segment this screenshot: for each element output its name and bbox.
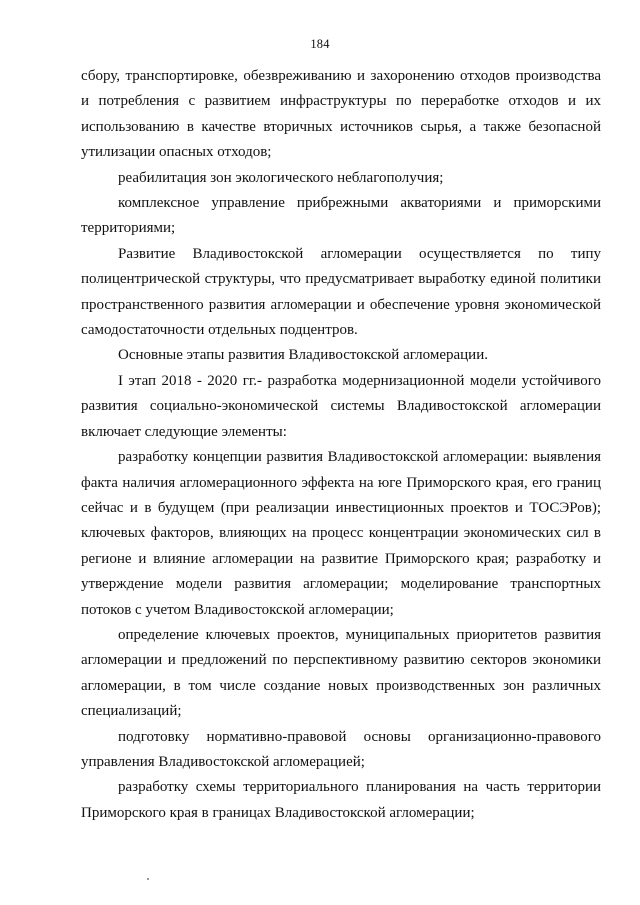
scan-speck [147, 878, 149, 880]
paragraph-waste-continuation: сбору, транспортировке, обезвреживанию и захоронению отходов производства и потребления с развитием инфраструктуры по переработке отходов и их использованию в качестве вторичных источников сырья, а также безопасной утилизации опасных отходов; [81, 68, 601, 161]
paragraph-coastal-management: комплексное управление прибрежными акваториями и приморскими территориями; [81, 195, 601, 237]
paragraph-concept-development: разработку концепции развития Владивостокской агломерации: выявления факта наличия агломерационного эффекта на юге Приморского края, его границ сейчас и в будущем (при реализации инвестиционных проектов и ТОСЭРов); ключевых факторов, влияющих на процесс концентрации экономических сил в регионе и влияние агломерации на развитие Приморского края; разработку и утверждение модели развития агломерации; моделирование транспортных потоков с учетом Владивостокской агломерации; [81, 449, 601, 618]
paragraph-stage-one: I этап 2018 - 2020 гг.- разработка модернизационной модели устойчивого развития социально-экономической системы Владивостокской агломерации включает следующие элементы: [81, 372, 601, 440]
paragraph-territorial-planning: разработку схемы территориального планирования на часть территории Приморского края в границах Владивостокской агломерации; [81, 779, 601, 821]
page-number: 184 [310, 37, 330, 51]
paragraph-key-projects: определение ключевых проектов, муниципальных приоритетов развития агломерации и предложений по перспективному развитию секторов экономики агломерации, в том числе создание новых производственных зон различных специализаций; [81, 626, 601, 720]
paragraph-legal-framework: подготовку нормативно-правовой основы организационно-правового управления Владивостокской агломерацией; [81, 728, 601, 770]
body-text [81, 64, 601, 826]
paragraph-rehabilitation: реабилитация зон экологического неблагополучия; [118, 169, 444, 186]
paragraph-polycentric-development: Развитие Владивостокской агломерации осуществляется по типу полицентрической структуры, что предусматривает выработку единой политики пространственного развития агломерации и обеспечение уровня экономической самодостаточности отдельных подцентров. [81, 245, 601, 339]
paragraph-stages-heading: Основные этапы развития Владивостокской агломерации. [118, 347, 488, 364]
